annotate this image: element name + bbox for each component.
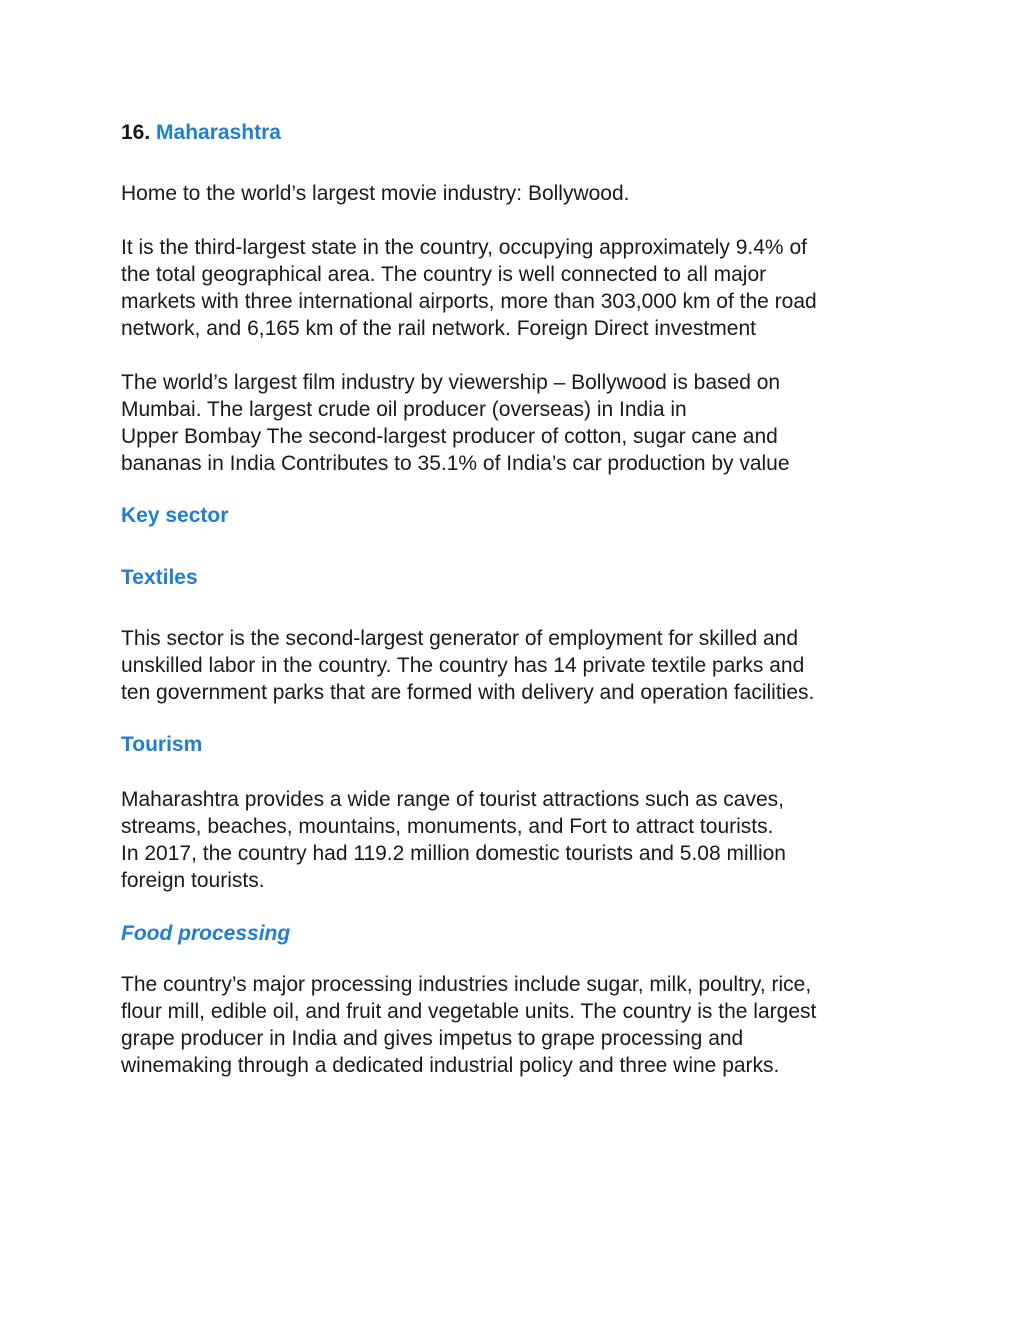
paragraph-line: This sector is the second-largest generator of employment for skilled and [121, 627, 798, 650]
page-title [121, 118, 921, 148]
food-processing-heading: Food processing [121, 922, 291, 945]
paragraph-line: streams, beaches, mountains, monuments, and Fort to attract tourists. [121, 815, 774, 838]
section-title: Maharashtra [156, 121, 281, 144]
tourism-paragraph [121, 786, 921, 894]
paragraph-line: unskilled labor in the country. The country has 14 private textile parks and [121, 654, 805, 677]
section-number: 16. [121, 121, 151, 144]
paragraph-line: Upper Bombay The second-largest producer of cotton, sugar cane and [121, 425, 778, 448]
document-page [121, 118, 921, 1079]
textiles-heading: Textiles [121, 566, 198, 589]
tourism-heading: Tourism [121, 733, 203, 756]
paragraph-line: Maharashtra provides a wide range of tourist attractions such as caves, [121, 788, 784, 811]
paragraph-line: foreign tourists. [121, 869, 265, 892]
paragraph-line: The country’s major processing industries include sugar, milk, poultry, rice, [121, 973, 812, 996]
paragraph-line: It is the third-largest state in the country, occupying approximately 9.4% of [121, 236, 807, 259]
paragraph-line: flour mill, edible oil, and fruit and vegetable units. The country is the largest [121, 1000, 817, 1023]
paragraph-line: the total geographical area. The country is well connected to all major [121, 263, 767, 286]
paragraph-line: markets with three international airports, more than 303,000 km of the road [121, 290, 817, 313]
textiles-paragraph [121, 625, 921, 706]
overview-paragraph [121, 234, 921, 342]
paragraph-line: In 2017, the country had 119.2 million domestic tourists and 5.08 million [121, 842, 786, 865]
paragraph-line: ten government parks that are formed with delivery and operation facilities. [121, 681, 815, 704]
paragraph-line: bananas in India Contributes to 35.1% of India’s car production by value [121, 452, 790, 475]
facts-paragraph [121, 369, 921, 477]
paragraph-line: The world’s largest film industry by viewership – Bollywood is based on [121, 371, 781, 394]
intro-paragraph: Home to the world’s largest movie industry: Bollywood. [121, 182, 630, 205]
paragraph-line: winemaking through a dedicated industrial policy and three wine parks. [121, 1054, 780, 1077]
paragraph-line: Mumbai. The largest crude oil producer (overseas) in India in [121, 398, 687, 421]
key-sector-heading: Key sector [121, 504, 229, 527]
paragraph-line: grape producer in India and gives impetus to grape processing and [121, 1027, 744, 1050]
paragraph-line: network, and 6,165 km of the rail network. Foreign Direct investment [121, 317, 756, 340]
food-processing-paragraph [121, 971, 921, 1079]
